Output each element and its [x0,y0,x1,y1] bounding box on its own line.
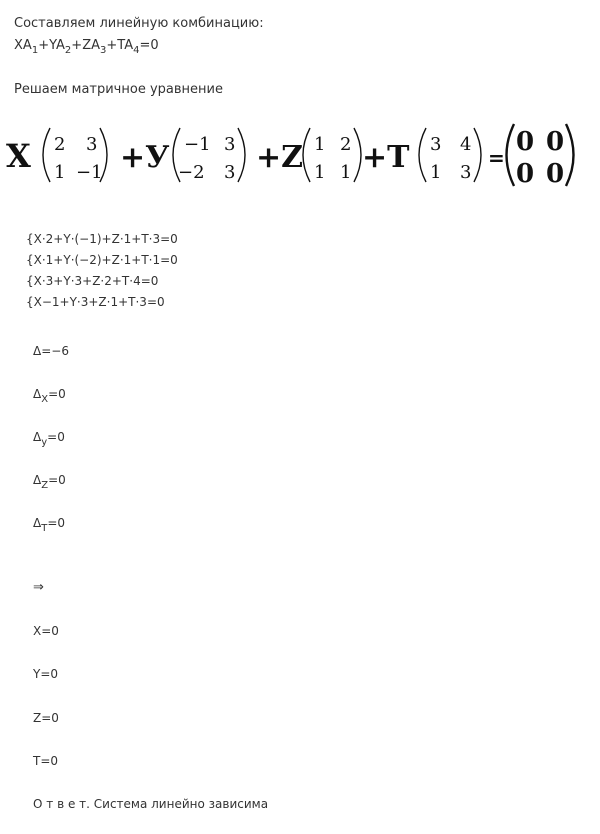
matrix-a1 [43,128,107,183]
determinant-t [33,515,65,533]
a2-cell: 3 [224,162,236,183]
matrix-a4 [419,128,481,183]
matrix-equation [6,122,586,188]
a4-cell: 4 [460,134,472,155]
a2-cell: −1 [184,134,211,155]
result-t: T=0 [33,754,59,768]
a1-cell: 3 [86,134,98,155]
delta-symbol: Δ [33,430,42,444]
delta-symbol: Δ [33,387,42,401]
combo-x: X [14,38,23,53]
delta-value: =0 [48,387,66,401]
a2-cell: −2 [178,162,205,183]
a2-cell: 3 [224,134,236,155]
combo-sub-1: 1 [31,45,39,56]
zero-cell: 0 [546,127,565,157]
a4-cell: 3 [460,162,472,183]
combo-plus-t: +T [106,38,125,53]
var-y: +У [120,140,170,175]
delta-value: =0 [48,473,66,487]
delta-symbol: Δ [33,473,42,487]
combo-a1: A [22,38,32,53]
zero-cell: 0 [516,159,535,188]
combo-sub-2: 2 [64,45,72,56]
a1-cell: 1 [54,162,66,183]
delta-sub-y: y [41,437,48,448]
determinant-y [33,429,65,447]
solve-heading: Решаем матричное уравнение [14,82,223,97]
delta-value: =0 [47,516,66,530]
system-equation-2: {X·1+Y·(−2)+Z·1+T·1=0 [26,253,178,267]
a3-cell: 2 [340,134,352,155]
combo-a4: A [124,38,134,53]
a3-cell: 1 [314,134,326,155]
main-determinant: Δ=−6 [33,344,69,358]
a3-cell: 1 [340,162,352,183]
combo-plus-z: +Z [71,38,92,53]
system-equation-4: {X−1+Y·3+Z·1+T·3=0 [26,295,165,309]
system-equation-1: {X·2+Y·(−1)+Z·1+T·3=0 [26,232,178,246]
delta-symbol: Δ [33,516,42,530]
zero-matrix [507,124,574,188]
zero-cell: 0 [546,159,565,188]
implies-arrow: ⇒ [33,580,44,595]
combo-a3: A [91,38,101,53]
delta-sub-x: X [41,394,49,405]
a1-cell: −1 [76,162,103,183]
var-z: +Z [256,140,304,175]
system-equation-3: {X·3+Y·3+Z·2+T·4=0 [26,274,159,288]
linear-combination [14,38,159,55]
determinant-x [33,386,66,404]
result-y: Y=0 [33,667,59,681]
a4-cell: 3 [430,134,442,155]
a4-cell: 1 [430,162,442,183]
var-t: +T [362,140,410,175]
result-z: Z=0 [33,711,59,725]
matrix-a3 [303,128,361,183]
zero-cell: 0 [516,127,535,157]
intro-text: Составляем линейную комбинацию: [14,16,264,31]
combo-sub-3: 3 [100,45,107,56]
delta-sub-t: T [41,523,48,534]
a1-cell: 2 [54,134,66,155]
combo-plus-y: +Y [38,38,57,53]
combo-tail: =0 [139,38,159,53]
equals-sign: = [488,146,505,170]
delta-sub-z: Z [41,480,49,491]
a3-cell: 1 [314,162,326,183]
determinant-z [33,472,66,490]
var-x: X [6,137,31,175]
answer-text: О т в е т. Система линейно зависима [33,797,269,811]
result-x: X=0 [33,624,59,638]
combo-sub-4: 4 [133,45,140,56]
combo-a2: A [56,38,65,53]
matrix-a2 [173,128,245,183]
delta-value: =0 [47,430,65,444]
